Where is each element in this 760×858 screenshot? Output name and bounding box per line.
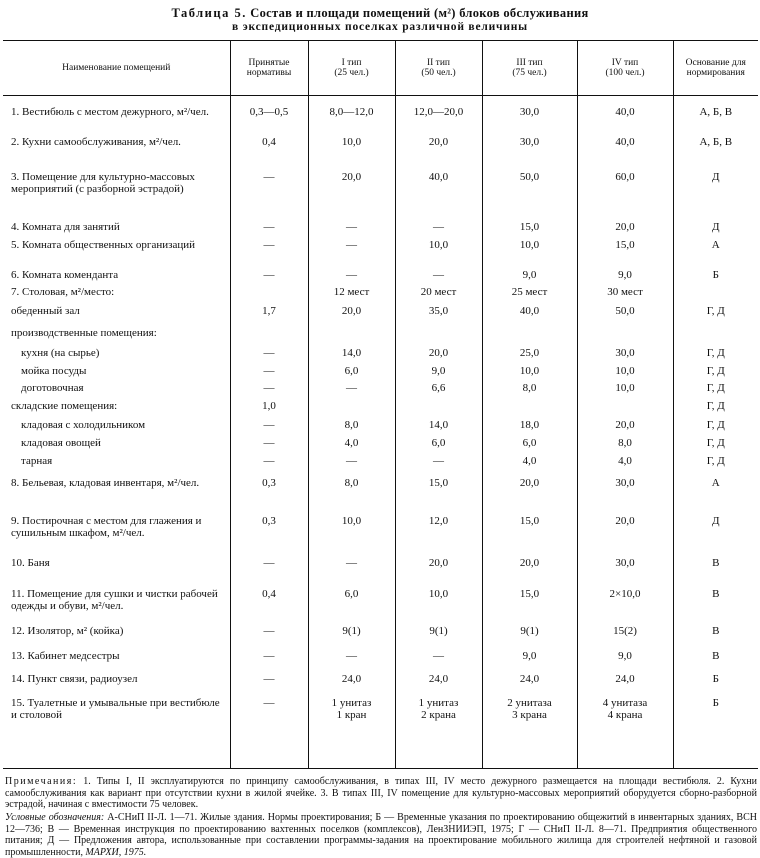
cell-name: 4. Комната для занятий <box>11 220 120 233</box>
table-row <box>3 578 758 620</box>
cell-t3: 9,0 <box>482 266 577 283</box>
cell-t1: 20,0 <box>308 301 395 325</box>
table-row <box>3 669 758 693</box>
cell-t3: 8,0 <box>482 380 577 398</box>
cell-t1: 1 унитаз 1 кран <box>308 693 395 769</box>
cell-basis: В <box>673 553 758 578</box>
cell-t4: 30,0 <box>577 553 673 578</box>
cell-t2: 6,6 <box>395 380 482 398</box>
cell-t1: — <box>308 646 395 669</box>
cell-basis: А, Б, В <box>673 96 758 132</box>
cell-t3: 18,0 <box>482 415 577 435</box>
col-header-name: Наименование помещений <box>3 41 230 96</box>
table-row <box>3 693 758 769</box>
cell-basis: Д <box>673 167 758 218</box>
cell-t4: 60,0 <box>577 167 673 218</box>
cell-t1: — <box>308 236 395 266</box>
cell-t4: 30,0 <box>577 471 673 507</box>
cell-t2: 9,0 <box>395 363 482 380</box>
cell-name: 1. Вестибюль с местом дежурного, м²/чел. <box>11 106 209 118</box>
cell-name: складские помещения: <box>11 399 118 412</box>
cell-t3 <box>482 325 577 343</box>
cell-basis: Д <box>673 507 758 553</box>
cell-t2: — <box>395 266 482 283</box>
cell-t2: 20,0 <box>395 343 482 363</box>
table-row <box>3 343 758 363</box>
legend <box>5 812 757 858</box>
cell-t2 <box>395 325 482 343</box>
cell-name: доготовочная <box>21 381 84 394</box>
cell-t4: 8,0 <box>577 435 673 453</box>
cell-t3: 25 мест <box>482 283 577 301</box>
cell-t3: 24,0 <box>482 669 577 693</box>
table-row <box>3 283 758 301</box>
cell-t4: 9,0 <box>577 646 673 669</box>
cell-t3: 9,0 <box>482 646 577 669</box>
cell-t1: 14,0 <box>308 343 395 363</box>
cell-basis <box>673 325 758 343</box>
cell-norm: — <box>230 415 308 435</box>
table-row <box>3 415 758 435</box>
cell-t3: 30,0 <box>482 132 577 167</box>
cell-t3: 15,0 <box>482 218 577 236</box>
cell-t1: 10,0 <box>308 132 395 167</box>
cell-basis: Г, Д <box>673 453 758 471</box>
cell-t4: 20,0 <box>577 507 673 553</box>
cell-t4: 15,0 <box>577 236 673 266</box>
table-row <box>3 218 758 236</box>
cell-t2: 35,0 <box>395 301 482 325</box>
cell-t2: — <box>395 218 482 236</box>
table-row <box>3 507 758 553</box>
cell-basis: В <box>673 620 758 646</box>
cell-basis: Г, Д <box>673 363 758 380</box>
table-row <box>3 266 758 283</box>
header-row <box>3 41 758 96</box>
cell-t3: 4,0 <box>482 453 577 471</box>
cell-norm: — <box>230 218 308 236</box>
cell-t1 <box>308 398 395 415</box>
cell-t4: 20,0 <box>577 415 673 435</box>
cell-t1: 12 мест <box>308 283 395 301</box>
cell-basis: В <box>673 578 758 620</box>
cell-basis <box>673 283 758 301</box>
cell-t2: 40,0 <box>395 167 482 218</box>
cell-t1: — <box>308 453 395 471</box>
table-row <box>3 453 758 471</box>
cell-t4: 40,0 <box>577 96 673 132</box>
cell-t2: 6,0 <box>395 435 482 453</box>
cell-name: 7. Столовая, м²/место: <box>11 285 115 298</box>
col-header-t1: I тип (25 чел.) <box>308 41 395 96</box>
cell-name: мойка посуды <box>21 364 87 377</box>
cell-t1 <box>308 325 395 343</box>
cell-t1: — <box>308 553 395 578</box>
cell-norm: — <box>230 693 308 769</box>
table-row <box>3 435 758 453</box>
cell-t3: 15,0 <box>482 578 577 620</box>
cell-t4: 2×10,0 <box>577 578 673 620</box>
cell-t1: 8,0 <box>308 415 395 435</box>
cell-t4: 50,0 <box>577 301 673 325</box>
table-row <box>3 553 758 578</box>
cell-t1: 9(1) <box>308 620 395 646</box>
cell-name: 8. Бельевая, кладовая инвентаря, м²/чел. <box>11 476 200 489</box>
cell-norm <box>230 325 308 343</box>
cell-basis: Г, Д <box>673 435 758 453</box>
cell-norm: — <box>230 646 308 669</box>
cell-basis: А, Б, В <box>673 132 758 167</box>
cell-t3: 9(1) <box>482 620 577 646</box>
table-row <box>3 167 758 218</box>
cell-norm: — <box>230 266 308 283</box>
cell-norm: 1,7 <box>230 301 308 325</box>
cell-name: тарная <box>21 454 53 467</box>
cell-norm: 0,3—0,5 <box>230 96 308 132</box>
cell-t2: 14,0 <box>395 415 482 435</box>
cell-t3: 2 унитаза 3 крана <box>482 693 577 769</box>
table-row <box>3 398 758 415</box>
cell-t1: — <box>308 266 395 283</box>
cell-basis: А <box>673 236 758 266</box>
cell-t2: — <box>395 453 482 471</box>
cell-t4: 40,0 <box>577 132 673 167</box>
cell-norm: — <box>230 669 308 693</box>
table-row <box>3 96 758 132</box>
cell-t3: 50,0 <box>482 167 577 218</box>
cell-norm: — <box>230 343 308 363</box>
cell-t4: 15(2) <box>577 620 673 646</box>
cell-norm: 0,3 <box>230 471 308 507</box>
cell-name: производственные помещения: <box>11 326 157 339</box>
cell-name: 6. Комната коменданта <box>11 268 119 281</box>
cell-t3: 6,0 <box>482 435 577 453</box>
table-title-text: Состав и площади помещений (м²) блоков обслуживания <box>250 6 589 20</box>
cell-basis: Г, Д <box>673 301 758 325</box>
table-row <box>3 325 758 343</box>
cell-t2: — <box>395 646 482 669</box>
table-label: Таблица 5. <box>171 6 247 20</box>
cell-basis: Г, Д <box>673 380 758 398</box>
cell-t2: 9(1) <box>395 620 482 646</box>
notes-label: Примечания: <box>5 776 78 787</box>
cell-norm: — <box>230 553 308 578</box>
cell-basis: Д <box>673 218 758 236</box>
cell-norm: 1,0 <box>230 398 308 415</box>
cell-t4 <box>577 325 673 343</box>
cell-t2: 1 унитаз 2 крана <box>395 693 482 769</box>
cell-name: кладовая овощей <box>21 436 101 449</box>
table-subtitle: в экспедиционных поселках различной величины <box>232 21 528 33</box>
legend-source: МАРХИ, 1975. <box>85 846 147 858</box>
cell-norm: — <box>230 620 308 646</box>
cell-t4: 24,0 <box>577 669 673 693</box>
cell-basis: Г, Д <box>673 343 758 363</box>
cell-t3: 20,0 <box>482 553 577 578</box>
cell-t3: 30,0 <box>482 96 577 132</box>
cell-norm: — <box>230 380 308 398</box>
cell-t4: 4 унитаза 4 крана <box>577 693 673 769</box>
cell-norm: — <box>230 453 308 471</box>
cell-norm: — <box>230 363 308 380</box>
table-row <box>3 380 758 398</box>
cell-norm: — <box>230 236 308 266</box>
cell-t1: 10,0 <box>308 507 395 553</box>
col-header-basis: Основание для нормирования <box>673 41 758 96</box>
cell-name: 5. Комната общественных организаций <box>11 238 195 251</box>
cell-t2: 15,0 <box>395 471 482 507</box>
cell-basis: Г, Д <box>673 398 758 415</box>
cell-t1: 6,0 <box>308 578 395 620</box>
cell-name: 9. Постирочная с местом для глажения и сушильным шкафом, м²/чел. <box>11 514 202 539</box>
table-row <box>3 363 758 380</box>
cell-name: кухня (на сырье) <box>21 346 100 359</box>
cell-t1: 4,0 <box>308 435 395 453</box>
notes <box>5 776 757 811</box>
cell-norm: 0,4 <box>230 132 308 167</box>
cell-t2: 20 мест <box>395 283 482 301</box>
cell-t4: 10,0 <box>577 363 673 380</box>
cell-t2: 12,0—20,0 <box>395 96 482 132</box>
cell-norm: — <box>230 167 308 218</box>
cell-t4: 30 мест <box>577 283 673 301</box>
cell-t3: 40,0 <box>482 301 577 325</box>
cell-t1: — <box>308 218 395 236</box>
cell-t4: 9,0 <box>577 266 673 283</box>
table-row <box>3 620 758 646</box>
cell-t1: 8,0—12,0 <box>308 96 395 132</box>
cell-name: кладовая с холодильником <box>21 418 146 431</box>
cell-basis: Б <box>673 693 758 769</box>
legend-label: Условные обозначения: <box>5 812 105 823</box>
cell-basis: В <box>673 646 758 669</box>
cell-norm: 0,3 <box>230 507 308 553</box>
table-row <box>3 471 758 507</box>
cell-t4: 10,0 <box>577 380 673 398</box>
cell-name: обеденный зал <box>11 304 80 317</box>
cell-basis: А <box>673 471 758 507</box>
cell-t2: 10,0 <box>395 236 482 266</box>
col-header-t4: IV тип (100 чел.) <box>577 41 673 96</box>
cell-t1: 6,0 <box>308 363 395 380</box>
cell-name: 2. Кухни самообслуживания, м²/чел. <box>11 135 181 148</box>
col-header-norms: Принятые нормативы <box>230 41 308 96</box>
cell-name: 15. Туалетные и умывальные при вестибюле и столовой <box>3 693 230 769</box>
cell-t1: 8,0 <box>308 471 395 507</box>
table-row <box>3 646 758 669</box>
cell-name: 3. Помещение для культурно-массовых мероприятий (с разборной эстрадой) <box>11 170 195 195</box>
cell-norm <box>230 283 308 301</box>
cell-norm: — <box>230 435 308 453</box>
cell-t2: 20,0 <box>395 553 482 578</box>
cell-name: 14. Пункт связи, радиоузел <box>11 672 138 685</box>
cell-t3 <box>482 398 577 415</box>
cell-name: 11. Помещение для сушки и чистки рабочей одежды и обуви, м²/чел. <box>11 587 218 612</box>
col-header-t2: II тип (50 чел.) <box>395 41 482 96</box>
cell-t4: 20,0 <box>577 218 673 236</box>
cell-t1: — <box>308 380 395 398</box>
cell-t2: 10,0 <box>395 578 482 620</box>
table-row <box>3 132 758 167</box>
cell-t3: 10,0 <box>482 236 577 266</box>
cell-name: 10. Баня <box>11 556 50 569</box>
cell-t1: 20,0 <box>308 167 395 218</box>
cell-t4: 30,0 <box>577 343 673 363</box>
table-row <box>3 236 758 266</box>
cell-t1: 24,0 <box>308 669 395 693</box>
table-row <box>3 301 758 325</box>
cell-t3: 15,0 <box>482 507 577 553</box>
cell-t2: 12,0 <box>395 507 482 553</box>
cell-t2 <box>395 398 482 415</box>
cell-t4: 4,0 <box>577 453 673 471</box>
cell-basis: Б <box>673 266 758 283</box>
cell-t2: 20,0 <box>395 132 482 167</box>
cell-t3: 10,0 <box>482 363 577 380</box>
notes-text: 1. Типы I, II эксплуатируются по принципу самообслуживания, в типах III, IV место дежурного размещается на площади вестибюля. 2. Кухни самообслуживания как вариант при отсутствии кухни в жилой ячейке. 3. В типах III, IV помещение для культурно-массовых мероприятий оборудуется сборно-разборной эстрадой, начиная с вместимости 75 человек. <box>5 776 758 810</box>
cell-t3: 25,0 <box>482 343 577 363</box>
legend-text: А-СНиП II-Л. 1—71. Жилые здания. Нормы проектирования; Б — Временные указания по проектированию общежитий в инвентарных зданиях, ВСН 12—736; В — Временная инструкция по проектированию вахтенных поселков (комплексов), ЛенЗНИИЭП, 1975; Г — СНиП II-Л. 8—71. Предприятия общественного питания; Д — Предложения автора, использованные при составлении программы-задания на проектирование мобильного жилища для строителей нефтяной и газовой промышленности, <box>5 812 757 858</box>
cell-basis: Б <box>673 669 758 693</box>
col-header-t3: III тип (75 чел.) <box>482 41 577 96</box>
areas-table <box>3 40 758 769</box>
cell-norm: 0,4 <box>230 578 308 620</box>
cell-name: 12. Изолятор, м² (койка) <box>11 624 124 637</box>
cell-t4 <box>577 398 673 415</box>
cell-t2: 24,0 <box>395 669 482 693</box>
cell-name: 13. Кабинет медсестры <box>11 649 120 662</box>
table-title <box>0 6 760 34</box>
cell-t3: 20,0 <box>482 471 577 507</box>
cell-basis: Г, Д <box>673 415 758 435</box>
